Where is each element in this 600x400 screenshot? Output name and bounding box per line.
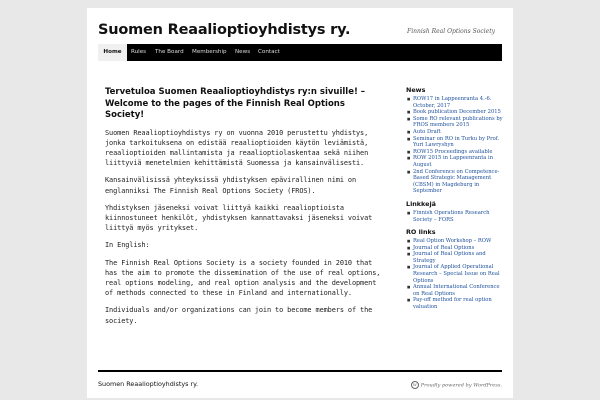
in-english-heading: In English: <box>105 241 150 250</box>
paragraph-membership-fi: Yhdistyksen jäseneksi voivat liittyä kaikki reaalioptioista kiinnostuneet henkilöt, yhdistyksen kannattavaksi jäseneksi voivat liittyä myös yritykset. <box>105 203 373 233</box>
sidebar <box>406 86 506 316</box>
footer-powered-by[interactable] <box>411 381 502 389</box>
news-widget <box>406 86 506 195</box>
paragraph-membership-en: Individuals and/or organizations can join to become members of the society. <box>105 306 373 325</box>
news-widget-title: News <box>406 86 426 94</box>
site-title[interactable]: Suomen Reaalioptioyhdistys ry. <box>98 22 351 38</box>
paragraph-intro-fi: Suomen Reaalioptioyhdistys ry on vuonna 2010 perustettu yhdistys, jonka tarkoituksena on edistää reaalioptioiden käytön leviämistä, reaalioptioiden mallintamista ja reaalioptiolaskentaa sekä niihen liittyviä menetelmien kehittämistä Suomessa ja kansainvälisesti. <box>105 128 369 168</box>
nav-contact[interactable]: Contact <box>258 49 280 55</box>
wordpress-icon: W <box>412 382 417 387</box>
ro-links-widget <box>406 228 506 311</box>
page-container <box>87 8 513 398</box>
links-widget <box>406 200 506 223</box>
ro-link[interactable]: ■ Journal of Applied Operational Research – Special Issue on Real Options <box>406 264 506 284</box>
ro-link[interactable]: ■ Real Option Workshop – ROW <box>406 238 506 245</box>
nav-home[interactable]: Home <box>98 44 127 61</box>
news-link[interactable]: ■ Some RO relevant publications by FROS members 2015 <box>406 116 506 129</box>
links-link[interactable]: ■ Finnish Operations Research Society – FORS <box>406 210 506 223</box>
main-content <box>105 87 383 326</box>
ro-link[interactable]: ■ Pay-off method for real option valuation <box>406 297 506 310</box>
news-link[interactable]: ■ Seminar on RO in Turku by Prof. Yuri Lawryshyn <box>406 136 506 149</box>
nav-membership[interactable]: Membership <box>192 49 227 55</box>
ro-links-widget-title: RO links <box>406 228 436 237</box>
nav-the-board[interactable]: The Board <box>155 49 184 55</box>
news-link[interactable]: ■ ROW15 Proceedings available <box>406 149 506 156</box>
main-nav <box>98 44 502 61</box>
entry-title: Tervetuloa Suomen Reaalioptioyhdistys ry:n sivuille! – Welcome to the pages of the Finnish Real Options Society! <box>105 87 366 120</box>
paragraph-name-fi: Kansainvälisissä yhteyksissä yhdistyksen epävirallinen nimi on englanniksi The Finnish Real Options Society (FROS). <box>105 176 357 195</box>
footer-site-name[interactable]: Suomen Reaalioptioyhdistys ry. <box>98 380 199 388</box>
news-link[interactable]: ■ ROW 2015 in Lappeenranta in August <box>406 155 506 168</box>
ro-link[interactable]: ■ Annual International Conference on Real Options <box>406 284 506 297</box>
news-link[interactable]: ■ Auto Draft <box>406 129 506 136</box>
footer-powered-text[interactable]: Proudly powered by WordPress. <box>420 382 502 389</box>
ro-link[interactable]: ■ Journal of Real Options and Strategy <box>406 251 506 264</box>
news-link[interactable]: ■ Book publication December 2015 <box>406 109 506 116</box>
nav-rules[interactable]: Rules <box>131 49 147 55</box>
ro-link[interactable]: ■ Journal of Real Options <box>406 245 506 252</box>
footer-divider <box>98 370 502 372</box>
nav-news[interactable]: News <box>235 49 251 55</box>
news-link[interactable]: ■ ROW17 in Lappeenranta 4.-6. October, 2017 <box>406 96 506 109</box>
site-tagline: Finnish Real Options Society <box>407 28 495 35</box>
paragraph-intro-en: The Finnish Real Options Society is a society founded in 2010 that has the aim to promote the dissemination of the use of real options, real options modeling, and real option analysis and the development of methods connected to these in Finland and internationally. <box>105 258 381 298</box>
news-link[interactable]: ■ 2nd Conference on Competence-Based Strategic Management (CBSM) in Magdeburg in September <box>406 169 506 195</box>
links-widget-title: Linkkejä <box>406 199 436 208</box>
